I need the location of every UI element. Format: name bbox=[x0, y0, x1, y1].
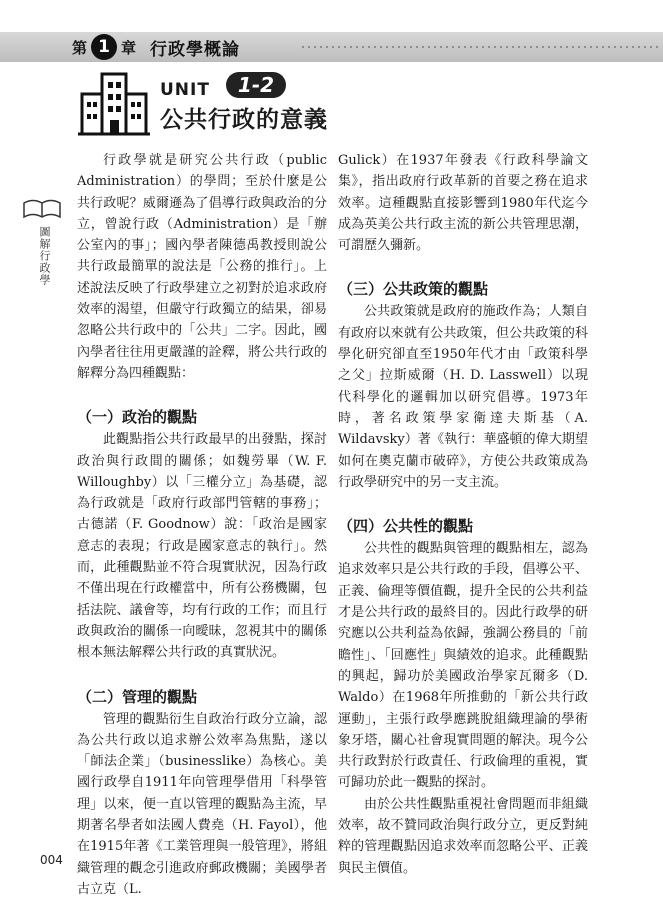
section-heading-management: （二）管理的觀點 bbox=[77, 687, 198, 706]
chapter-title: 行政學概論 bbox=[150, 39, 241, 60]
chapter-prefix: 第 bbox=[72, 38, 88, 57]
left-column bbox=[77, 150, 327, 900]
open-book-icon bbox=[22, 197, 62, 221]
page-number: 004 bbox=[40, 853, 63, 867]
unit-label: UNIT bbox=[160, 80, 210, 100]
section-heading-public-policy: （三）公共政策的觀點 bbox=[338, 280, 489, 299]
section-body-management: 管理的觀點衍生自政治行政分立論，認為公共行政以追求辦公效率為焦點，遂以「師法企業」（businesslike）為核心。美國行政學自1911年向管理學借用「科學管理」以來，便一直以管理的觀點為主流，早期著名學者如法國人費堯（H. Fayol），他在1915年著《工業管理與一般管理》，將組織管理的觀念引進政府郵政機關；美國學者古立克（L. bbox=[77, 711, 327, 897]
chapter-number-badge: 1 bbox=[91, 34, 117, 60]
unit-title: 公共行政的意義 bbox=[160, 107, 328, 133]
section-heading-publicness: （四）公共性的觀點 bbox=[338, 517, 474, 536]
chapter-heading bbox=[72, 34, 240, 60]
section-body-political: 此觀點指公共行政最早的出發點，探討政治與行政間的關係；如魏勞畢（W. F. Willoughby）以「三權分立」為基礎，認為行政就是「政府行政部門管轄的事務」；古德諾（F. Goodnow）說：「政治是國家意志的表現；行政是國家意志的執行」。然而，此種觀點並不符合現實狀況，因為行政不僅出現在行政權當中，所有公務機關，包括法院、議會等，均有行政的工作；而且行政與政治的關係一向曖昧，忽視其中的關係根本無法解釋公共行政的真實狀況。 bbox=[77, 432, 327, 661]
intro-paragraph: 行政學就是研究公共行政（public Administration）的學問；至於什麼是公共行政呢？威爾遜為了倡導行政與政治的分立，曾說行政（Administration）是「辦公室內的事」；國內學者陳德禹教授則說公共行政最簡單的說法是「公務的推行」。上述說法反映了行政學建立之初對於追求政府效率的渴望，但嚴守行政獨立的結果，卻易忽略公共行政中的「公共」二字。因此，國內學者往往用更嚴謹的詮釋，將公共行政的解釋分為四種觀點： bbox=[77, 153, 327, 381]
right-column bbox=[338, 150, 588, 879]
section-heading-political: （一）政治的觀點 bbox=[77, 408, 198, 427]
section-body-publicness-2: 由於公共性觀點重視社會問題而非組織效率，故不贊同政治與行政分立，更反對純粹的管理觀點因追求效率而忽略公平、正義與民主價值。 bbox=[338, 796, 588, 876]
unit-number-badge: 1-2 bbox=[226, 72, 286, 98]
continuation-paragraph: Gulick）在1937年發表《行政科學論文集》，指出政府行政革新的首要之務在追求效率。這種觀點直接影響到1980年代迄今成為英美公共行政主流的新公共管理思潮，可謂歷久彌新。 bbox=[338, 153, 588, 254]
chapter-suffix: 章 bbox=[121, 38, 137, 57]
section-body-publicness-1: 公共性的觀點與管理的觀點相左，認為追求效率只是公共行政的手段，倡導公平、正義、倫理等價值觀，提升全民的公共利益才是公共行政的最終目的。因此行政學的研究應以公共利益為依歸，強調公務員的「前瞻性」、「回應性」與績效的追求。此種觀點的興起，歸功於美國政治學家瓦爾多（D. Waldo）在1968年所推動的「新公共行政運動」，主張行政學應跳脫組織理論的學術象牙塔，關心社會現實問題的解決。現今公共行政對於行政責任、行政倫理的重視，實可歸功於此一觀點的探討。 bbox=[338, 541, 588, 791]
section-body-public-policy: 公共政策就是政府的施政作為；人類自有政府以來就有公共政策，但公共政策的科學化研究卻直至1950年代才由「政策科學之父」拉斯威爾（H. D. Lasswell）以現代科學化的邏輯加以研究倡導。1973年時，著名政策學家衛達夫斯基（A. Wildavsky）著《執行：華盛頓的偉大期望如何在奧克蘭市破碎》，方使公共政策成為行政學研究中的另一支主流。 bbox=[338, 304, 588, 490]
header-dot-pattern bbox=[300, 44, 660, 50]
side-book-label: 圖解行政學 bbox=[38, 226, 51, 286]
building-icon bbox=[78, 72, 150, 136]
